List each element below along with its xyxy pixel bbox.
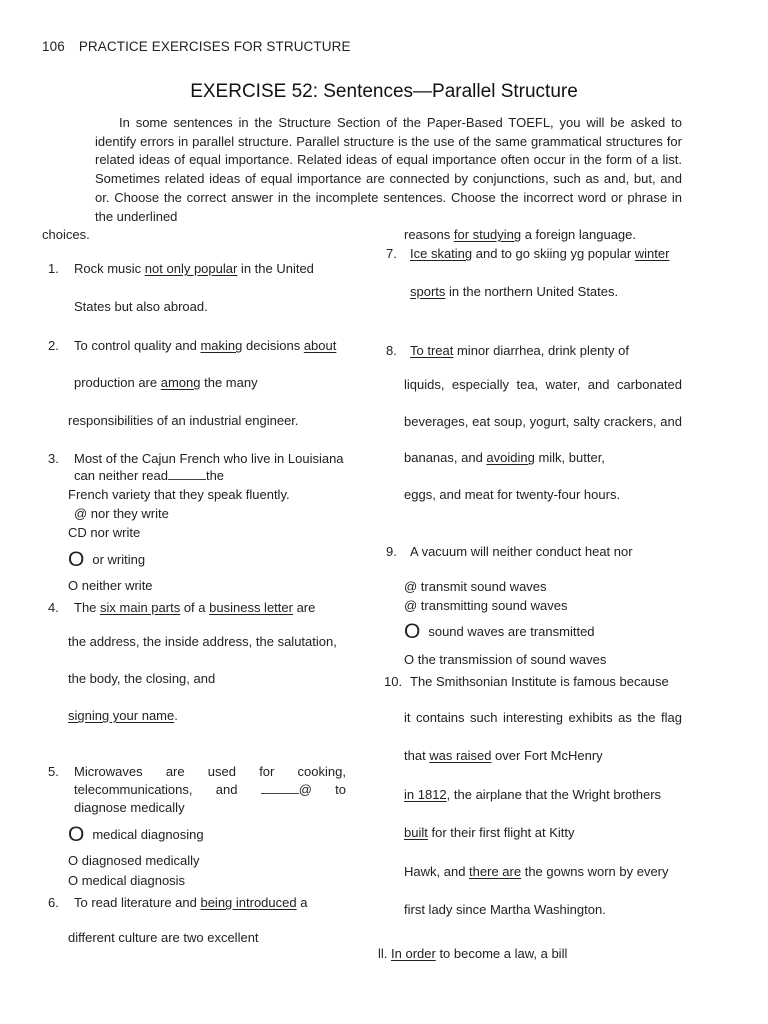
question-8-line-1: To treat minor diarrhea, drink plenty of [410, 343, 629, 358]
underlined-choice: signing your name [68, 708, 175, 723]
question-3-option-a[interactable]: @ nor they write [74, 506, 169, 521]
underlined-choice: about [303, 338, 337, 353]
question-7-line-2: sports in the northern United States. [410, 284, 619, 299]
question-7-number: 7. [386, 246, 397, 261]
question-3-number: 3. [48, 451, 59, 466]
question-9-option-a[interactable]: @ transmit sound waves [404, 579, 547, 594]
question-8-number: 8. [386, 343, 397, 358]
question-10-number: 10. [384, 674, 403, 689]
underlined-choice: sports [410, 284, 446, 299]
question-10-line-1: The Smithsonian Institute is famous because [410, 674, 669, 689]
question-3-option-b[interactable]: CD nor write [68, 525, 141, 540]
question-4-line-4: signing your name. [68, 708, 178, 723]
answer-bubble-icon: O [68, 823, 85, 846]
question-8-line-2: liquids, especially tea, water, and carbonated [404, 377, 682, 392]
instructions-paragraph: In some sentences in the Structure Section of the Paper-Based TOEFL, you will be asked to identify errors in parallel structure. Parallel structure is the use of the same grammatical structures for related ideas of equal importance. Related ideas of equal importance often occur in the form of a list. Sometimes related ideas of equal importance are connected by conjunctions, such as and, but, and or. Choose the correct answer in the incomplete sentences. Choose the incorrect word or phrase in the underlined [95, 115, 682, 224]
question-3-line-3: French variety that they speak fluently. [68, 487, 290, 502]
question-6-line-1: To read literature and being introduced a [74, 895, 308, 910]
question-9-option-b[interactable]: @ transmitting sound waves [404, 598, 568, 613]
underlined-choice: built [404, 825, 428, 840]
question-5-option-a[interactable]: Omedical diagnosing [68, 823, 204, 846]
underlined-choice: not only popular [144, 261, 238, 276]
question-5-line-3: diagnose medically [74, 800, 185, 815]
question-10-line-6: Hawk, and there are the gowns worn by every [404, 864, 669, 879]
question-2-number: 2. [48, 338, 59, 353]
page-number: 106 [42, 39, 65, 54]
question-5-number: 5. [48, 764, 59, 779]
answer-bubble-icon: O [68, 548, 85, 571]
underlined-choice: avoiding [486, 450, 535, 465]
question-4-line-2: the address, the inside address, the salutation, [68, 634, 337, 649]
question-1-number: 1. [48, 261, 59, 276]
question-4-line-3: the body, the closing, and [68, 671, 216, 686]
question-7-line-1: Ice skating and to go skiing yg popular winter [410, 246, 670, 261]
question-4-number: 4. [48, 600, 59, 615]
underlined-choice: there are [469, 864, 522, 879]
question-5-line-1: Microwaves are used for cooking, [74, 764, 346, 779]
underlined-choice: six main parts [100, 600, 181, 615]
question-5-line-2: telecommunications, and @ to [74, 782, 346, 797]
underlined-choice: in 1812 [404, 787, 447, 802]
question-10-line-7: first lady since Martha Washington. [404, 902, 606, 917]
question-2-line-2: production are among the many [74, 375, 258, 390]
question-6-number: 6. [48, 895, 59, 910]
underlined-choice: business letter [209, 600, 293, 615]
question-3-line-1: Most of the Cajun French who live in Louisiana [74, 451, 344, 466]
running-title: PRACTICE EXERCISES FOR STRUCTURE [78, 39, 351, 54]
question-8-line-4: bananas, and avoiding milk, butter, [404, 450, 605, 465]
underlined-choice: To treat [410, 343, 454, 358]
question-6-line-2: different culture are two excellent [68, 930, 259, 945]
question-11-line-1: ll. In order to become a law, a bill [378, 946, 568, 961]
underlined-choice: being introduced [200, 895, 297, 910]
question-9-option-d[interactable]: O the transmission of sound waves [404, 652, 607, 667]
exercise-title: EXERCISE 52: Sentences—Parallel Structure [190, 81, 578, 102]
underlined-choice: Ice skating [410, 246, 473, 261]
question-2-line-3: responsibilities of an industrial engineer. [68, 413, 299, 428]
underlined-choice: among [160, 375, 201, 390]
answer-blank [261, 783, 299, 794]
underlined-choice: winter [634, 246, 670, 261]
question-5-option-c[interactable]: O medical diagnosis [68, 873, 186, 888]
question-3-line-2: can neither read the [74, 468, 225, 483]
underlined-choice: was raised [429, 748, 492, 763]
underlined-choice: for studying [453, 227, 522, 242]
question-10-line-5: built for their first flight at Kitty [404, 825, 575, 840]
question-8-line-3: beverages, eat soup, yogurt, salty crackers, and [404, 414, 682, 429]
question-9-number: 9. [386, 544, 397, 559]
question-3-option-c[interactable]: Oor writing [68, 548, 146, 571]
instructions-continuation: choices. [42, 227, 90, 242]
question-4-line-1: The six main parts of a business letter are [74, 600, 316, 615]
question-3-option-d[interactable]: O neither write [68, 578, 153, 593]
question-5-option-b[interactable]: O diagnosed medically [68, 853, 200, 868]
question-9-line-1: A vacuum will neither conduct heat nor [410, 544, 633, 559]
answer-blank [168, 469, 206, 480]
underlined-choice: In order [391, 946, 436, 961]
answer-bubble-icon: O [404, 620, 421, 643]
underlined-choice: making [200, 338, 243, 353]
question-11-number: ll. [378, 946, 388, 961]
question-9-option-c[interactable]: Osound waves are transmitted [404, 620, 595, 643]
question-8-line-5: eggs, and meat for twenty-four hours. [404, 487, 621, 502]
running-header [42, 39, 351, 54]
question-10-line-4: in 1812, the airplane that the Wright brothers [404, 787, 662, 802]
question-10-line-3: that was raised over Fort McHenry [404, 748, 603, 763]
question-2-line-1: To control quality and making decisions about [74, 338, 337, 353]
question-10-line-2: it contains such interesting exhibits as the flag [404, 710, 682, 725]
question-1-line-2: States but also abroad. [74, 299, 208, 314]
question-1-line-1: Rock music not only popular in the United [74, 261, 314, 276]
question-6-line-3: reasons for studying a foreign language. [404, 227, 637, 242]
